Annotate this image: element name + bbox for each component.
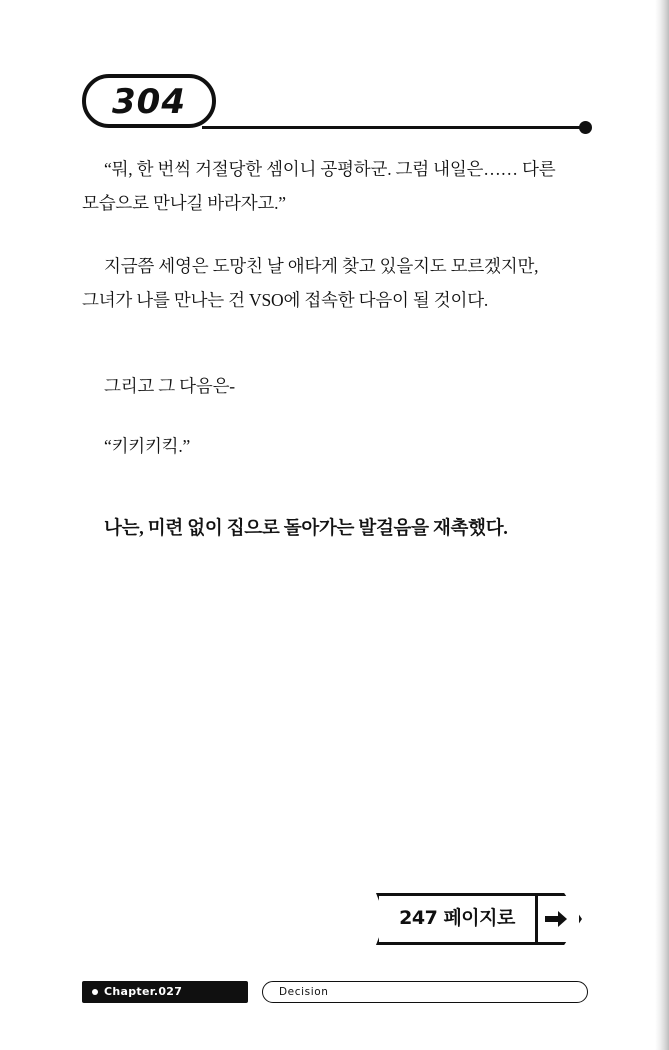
section-number-header bbox=[82, 74, 592, 136]
goto-page-number: 247 bbox=[399, 907, 438, 929]
page-edge-shadow bbox=[655, 0, 669, 1050]
footer-dot-icon bbox=[92, 989, 98, 995]
paragraph: “키키키킥.” bbox=[104, 435, 191, 456]
paragraph: 지금쯤 세영은 도망친 날 애타게 찾고 있을지도 모르겠지만, 그녀가 나를 만나는 건 VSO에 접속한 다음이 될 것이다. bbox=[82, 256, 539, 311]
goto-page-button[interactable] bbox=[376, 893, 582, 945]
paragraph-spacer bbox=[82, 347, 578, 369]
goto-page-suffix: 페이지로 bbox=[443, 907, 515, 929]
header-rule bbox=[202, 126, 585, 129]
section-number-pill bbox=[82, 74, 216, 128]
body-text bbox=[82, 152, 578, 576]
footer-title-pill bbox=[262, 981, 588, 1003]
page-footer bbox=[82, 981, 588, 1003]
paragraph-spacer bbox=[82, 489, 578, 511]
footer-chapter-badge bbox=[82, 981, 248, 1003]
footer-title-label: Decision bbox=[279, 986, 329, 998]
header-end-dot-icon bbox=[579, 121, 592, 134]
arrow-right-icon bbox=[543, 906, 569, 932]
paragraph: 그리고 그 다음은- bbox=[104, 375, 235, 396]
footer-chapter-label: Chapter.027 bbox=[104, 985, 183, 998]
paragraph-emphasis: 나는, 미련 없이 집으로 돌아가는 발걸음을 재촉했다. bbox=[104, 518, 508, 539]
section-number-text: 304 bbox=[112, 82, 186, 122]
paragraph: “뭐, 한 번씩 거절당한 셈이니 공평하군. 그럼 내일은…… 다른 모습으로 만나길 바라자고.” bbox=[82, 159, 556, 214]
goto-button-label bbox=[376, 893, 538, 945]
